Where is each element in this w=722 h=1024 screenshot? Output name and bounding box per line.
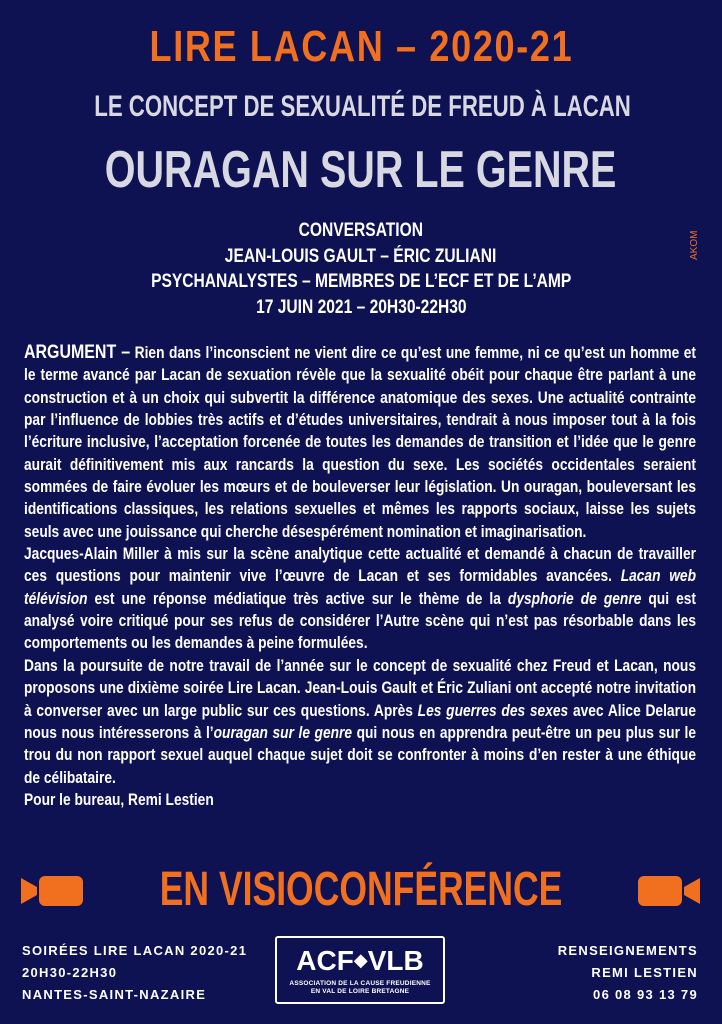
visio-label: EN VISIOCONFÉRENCE <box>159 863 563 916</box>
footer-contact-info: RENSEIGNEMENTS REMI LESTIEN 06 08 93 13 79 <box>557 943 698 1002</box>
event-subtitle: LE CONCEPT DE SEXUALITÉ DE FREUD À LACAN <box>94 90 631 123</box>
video-camera-icon <box>636 874 700 908</box>
argument-text <box>24 342 696 811</box>
event-headline: OURAGAN SUR LE GENRE <box>105 141 617 199</box>
conversation-date: 17 JUIN 2021 – 20H30-22H30 <box>255 296 467 318</box>
event-title: LIRE LACAN – 2020-21 <box>149 22 573 71</box>
conversation-speakers: JEAN-LOUIS GAULT – ÉRIC ZULIANI <box>225 245 497 267</box>
visio-banner <box>0 862 722 922</box>
argument-label: ARGUMENT – <box>24 342 131 363</box>
footer-event-info: SOIRÉES LIRE LACAN 2020-21 20H30-22H30 NANTES-SAINT-NAZAIRE <box>22 943 248 1002</box>
conversation-block <box>0 218 722 320</box>
acf-vlb-logo: ACF◆VLB ASSOCIATION DE LA CAUSE FREUDIENNE EN VAL DE LOIRE BRETAGNE <box>275 936 445 1004</box>
conversation-label: CONVERSATION <box>298 220 424 241</box>
argument-paragraph-1: ARGUMENT – Rien dans l’inconscient ne vient dire ce qu’est une femme, ni ce qu’est un homme et le terme avancé par Lacan de sexuation révèle que la sexualité obéit pour chaque être parlant à une construction et à un choix qui subvertit la différence anatomique des sexes. Une actualité contrainte par l’influence de lobbies très actifs et d’études universitaires, tendrait à nous imposer tout à la fois l’écriture inclusive, l’acceptation forcenée de toutes les demandes de transition et l’idée que le genre aurait définitivement mis aux rancards la question du sexe. Les sociétés occidentales seraient sommées de faire évoluer les mœurs et de bouleverser leur législation. Un ouragan, bouleversant les identifications classiques, les relations sexuelles et mêmes les rapports sociaux, laisse les sujets seuls avec une jouissance qui cherche désespérément nomination et imaginarisation. <box>24 342 696 541</box>
diamond-icon: ◆ <box>353 950 368 970</box>
conversation-roles: PSYCHANALYSTES – MEMBRES DE L’ECF ET DE L’AMP <box>150 271 572 292</box>
argument-signature: Pour le bureau, Remi Lestien <box>24 790 214 809</box>
credit-label: AKOM <box>689 230 700 260</box>
argument-paragraph-2: Jacques-Alain Miller à mis sur la scène analytique cette actualité et demandé à chacun de travailler ces questions pour maintenir vive l’œuvre de Lacan et ses formidables avancées. Lacan web télévision est une réponse médiatique très active sur le thème de la dysphorie de genre qui est analysé voire critiqué pour ses refus de considérer l’Autre scène qui n’est pas résorbable dans les comportements ou les demandes à peine formulées. <box>24 545 696 653</box>
argument-paragraph-3: Dans la poursuite de notre travail de l’année sur le concept de sexualité chez Freud et Lacan, nous proposons une dixième soirée Lire Lacan. Jean-Louis Gault et Éric Zuliani ont accepté notre invitation à converser avec un large public sur ces questions. Après Les guerres des sexes avec Alice Delarue nous nous intéresserons à l’ouragan sur le genre qui nous en apprendra peut-être un peu plus sur le trou du non rapport sexuel auquel chaque sujet doit se confronter à moins d’en rester à une éthique de célibataire. <box>24 656 696 787</box>
